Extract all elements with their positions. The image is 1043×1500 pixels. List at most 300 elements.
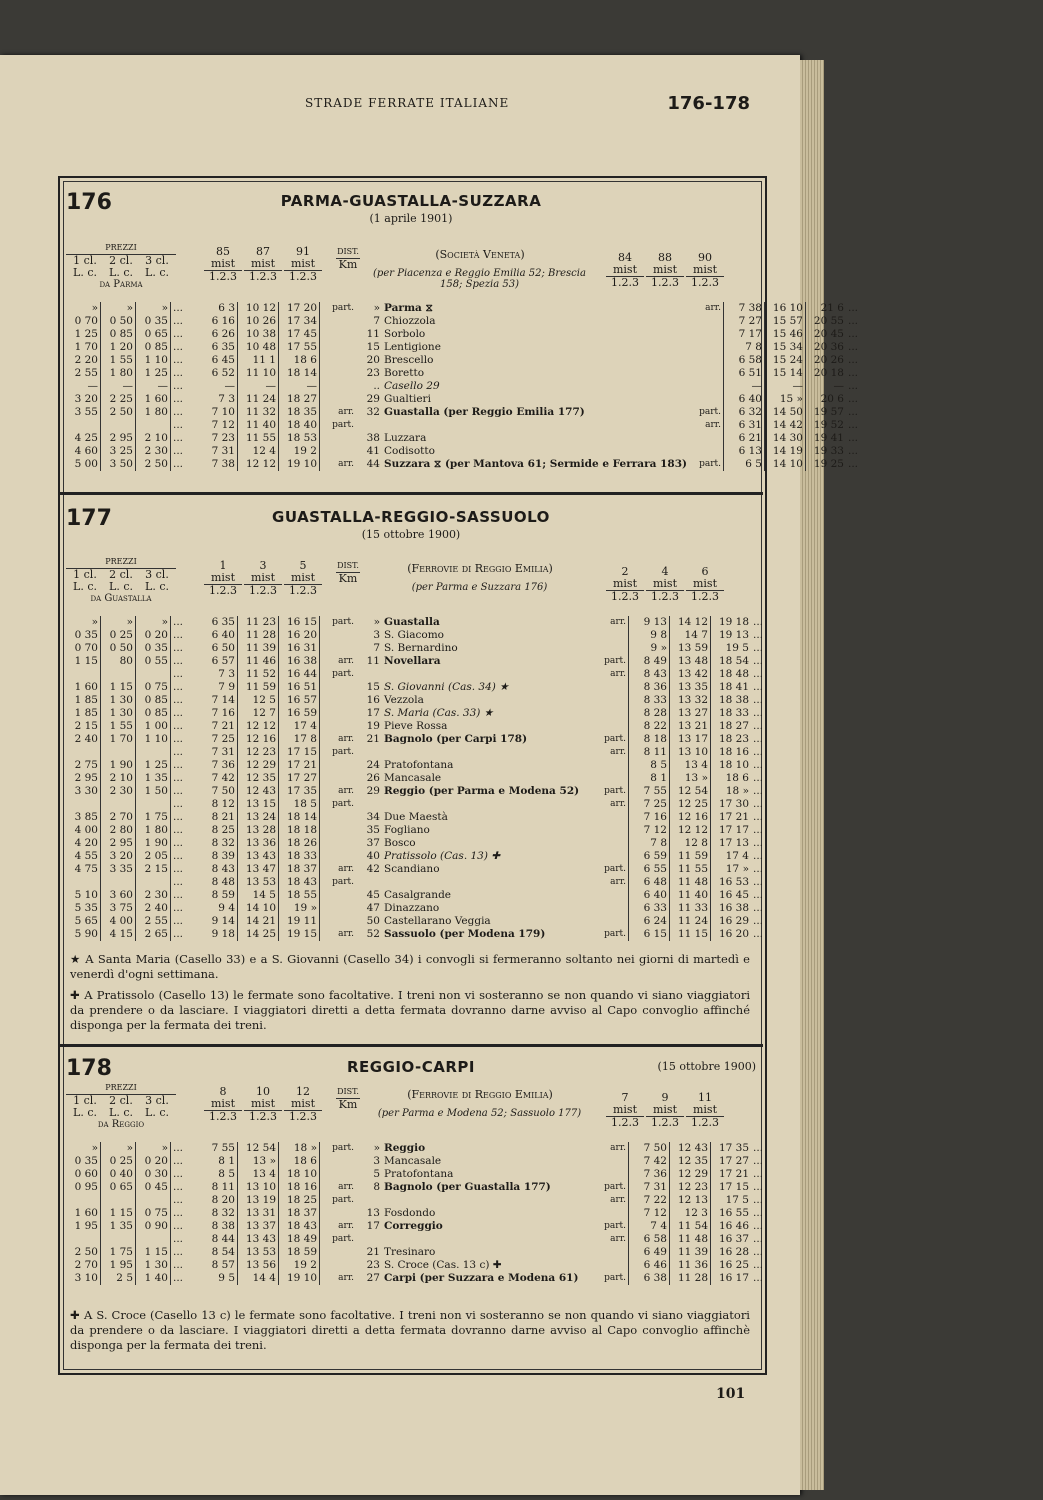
distance: 40 bbox=[366, 850, 380, 862]
time-down: 6 35 bbox=[197, 616, 238, 629]
time-down: 19 » bbox=[279, 902, 320, 915]
arr-part: arr. bbox=[338, 929, 354, 939]
arr-part: part. bbox=[332, 1234, 354, 1244]
arr-part: part. bbox=[604, 929, 626, 939]
time-up: 7 42 bbox=[629, 1155, 670, 1168]
time-down: 8 57 bbox=[197, 1259, 238, 1272]
arr-part bbox=[594, 915, 629, 928]
train-number: 11 bbox=[698, 1091, 712, 1104]
table-row bbox=[66, 720, 773, 733]
price-2nd: 2 25 bbox=[101, 393, 136, 406]
arr-part bbox=[320, 1207, 357, 1220]
time-down: 8 25 bbox=[197, 824, 238, 837]
arr-part: part. bbox=[332, 877, 354, 887]
time-down: 6 16 bbox=[197, 315, 238, 328]
price-3rd: 2 50 bbox=[136, 458, 171, 471]
arr-part bbox=[594, 1168, 629, 1181]
time-down: 9 5 bbox=[197, 1272, 238, 1285]
price-3rd: 1 25 bbox=[136, 759, 171, 772]
price-1st: 5 90 bbox=[66, 928, 101, 941]
running-title: STRADE FERRATE ITALIANE bbox=[305, 96, 510, 110]
price-2nd: 2 30 bbox=[101, 785, 136, 798]
arr-part bbox=[320, 328, 357, 341]
time-down: 13 4 bbox=[238, 1168, 279, 1181]
price-2nd bbox=[101, 798, 136, 811]
time-up: 13 59 bbox=[670, 642, 711, 655]
arr-part bbox=[320, 915, 357, 928]
arr-part bbox=[594, 694, 629, 707]
table-row bbox=[66, 419, 868, 432]
price-2nd: 1 30 bbox=[101, 694, 136, 707]
table-row bbox=[66, 406, 868, 419]
arr-part: part. bbox=[699, 459, 721, 469]
time-down: 7 14 bbox=[197, 694, 238, 707]
table-row bbox=[66, 315, 868, 328]
train-column-header bbox=[244, 560, 282, 597]
leader: ... bbox=[173, 668, 184, 680]
leader: ... bbox=[173, 1142, 184, 1154]
price-3rd: 2 40 bbox=[136, 902, 171, 915]
time-up: 7 12 bbox=[629, 824, 670, 837]
arr-part bbox=[594, 629, 629, 642]
price-1st: 4 20 bbox=[66, 837, 101, 850]
train-number: 90 bbox=[698, 251, 712, 264]
time-down: 16 59 bbox=[279, 707, 320, 720]
price-1st: 3 30 bbox=[66, 785, 101, 798]
time-down: 18 » bbox=[279, 1142, 320, 1155]
leader: ... bbox=[173, 616, 184, 628]
arr-part bbox=[594, 1259, 629, 1272]
price-2nd: » bbox=[101, 616, 136, 629]
leader: ... bbox=[173, 850, 184, 862]
table-row bbox=[66, 759, 773, 772]
class-label: 3 cl. bbox=[145, 568, 169, 581]
time-up: — bbox=[764, 380, 805, 393]
price-3rd: 0 85 bbox=[136, 694, 171, 707]
price-1st: 1 60 bbox=[66, 681, 101, 694]
price-2nd bbox=[101, 668, 136, 681]
price-1st: 4 75 bbox=[66, 863, 101, 876]
leader: ... bbox=[173, 629, 184, 641]
time-down: 18 53 bbox=[279, 432, 320, 445]
time-up: 21 6 bbox=[805, 302, 846, 315]
leader: ... bbox=[173, 1168, 184, 1180]
time-up: 7 8 bbox=[723, 341, 764, 354]
time-up: 7 4 bbox=[629, 1220, 670, 1233]
time-up: 13 35 bbox=[670, 681, 711, 694]
arr-part: part. bbox=[604, 1221, 626, 1231]
time-up: 19 52 bbox=[805, 419, 846, 432]
leader: ... bbox=[173, 681, 184, 693]
arr-part bbox=[594, 902, 629, 915]
arr-part: part. bbox=[604, 786, 626, 796]
time-down: 13 10 bbox=[238, 1181, 279, 1194]
table-row bbox=[66, 746, 773, 759]
leader: ... bbox=[173, 746, 184, 758]
arr-part bbox=[594, 889, 629, 902]
time-down: 7 10 bbox=[197, 406, 238, 419]
leader: ... bbox=[753, 1142, 764, 1154]
price-3rd bbox=[136, 1233, 171, 1246]
price-1st: 2 70 bbox=[66, 1259, 101, 1272]
station-name: Reggio bbox=[384, 1142, 426, 1154]
time-down: 11 1 bbox=[238, 354, 279, 367]
time-up: 15 34 bbox=[764, 341, 805, 354]
train-number: 8 bbox=[219, 1085, 227, 1098]
time-up: 19 41 bbox=[805, 432, 846, 445]
dist-label: DIST. bbox=[337, 247, 359, 256]
time-up: — bbox=[723, 380, 764, 393]
price-3rd: » bbox=[136, 302, 171, 315]
arr-part: part. bbox=[332, 669, 354, 679]
arr-part: arr. bbox=[610, 1234, 626, 1244]
currency-label: L. c. bbox=[145, 580, 169, 593]
leader: ... bbox=[753, 746, 764, 758]
time-down: 17 15 bbox=[279, 746, 320, 759]
time-down: 8 11 bbox=[197, 1181, 238, 1194]
time-up: 16 55 bbox=[711, 1207, 752, 1220]
time-up: 14 10 bbox=[764, 458, 805, 471]
leader: ... bbox=[753, 837, 764, 849]
time-up: 16 17 bbox=[711, 1272, 752, 1285]
train-type: mist bbox=[612, 577, 637, 590]
class-label: 2 cl. bbox=[109, 1094, 133, 1107]
arr-part bbox=[320, 902, 357, 915]
train-classes: 1.2.3 bbox=[204, 584, 242, 597]
table-row bbox=[66, 458, 868, 471]
leader: ... bbox=[847, 406, 858, 418]
distance: 17 bbox=[366, 1220, 380, 1232]
time-up: 8 33 bbox=[629, 694, 670, 707]
time-down: 10 12 bbox=[238, 302, 279, 315]
time-down: 7 36 bbox=[197, 759, 238, 772]
prices-label: PREZZI bbox=[66, 242, 176, 255]
time-down: 12 54 bbox=[238, 1142, 279, 1155]
time-up: 17 13 bbox=[711, 837, 752, 850]
price-2nd: 0 50 bbox=[101, 642, 136, 655]
note-177-star: ★ A Santa Maria (Casello 33) e a S. Giovanni (Casello 34) i convogli si fermeranno soltanto nei giorni di martedì e venerdì d'ogni settimana. bbox=[70, 952, 750, 981]
station-name: Lentigione bbox=[384, 341, 441, 353]
price-2nd: 1 20 bbox=[101, 341, 136, 354]
station-name: S. Maria (Cas. 33) ★ bbox=[384, 707, 494, 719]
arr-part: part. bbox=[604, 1182, 626, 1192]
time-up: 8 43 bbox=[629, 668, 670, 681]
train-column-header bbox=[244, 246, 282, 283]
price-2nd bbox=[101, 1194, 136, 1207]
price-2nd: 3 60 bbox=[101, 889, 136, 902]
leader: ... bbox=[753, 850, 764, 862]
time-down: 7 31 bbox=[197, 445, 238, 458]
section-number: 178 bbox=[66, 1056, 112, 1081]
price-1st: 1 25 bbox=[66, 328, 101, 341]
time-up: 12 54 bbox=[670, 785, 711, 798]
leader: ... bbox=[753, 629, 764, 641]
time-down: 12 7 bbox=[238, 707, 279, 720]
time-down: 7 12 bbox=[197, 419, 238, 432]
time-up: 6 55 bbox=[629, 863, 670, 876]
leader: ... bbox=[173, 707, 184, 719]
table-row bbox=[66, 1272, 773, 1285]
price-2nd: » bbox=[101, 1142, 136, 1155]
time-up: 15 57 bbox=[764, 315, 805, 328]
time-up: 11 28 bbox=[670, 1272, 711, 1285]
distance: 11 bbox=[366, 328, 380, 340]
time-up: 11 59 bbox=[670, 850, 711, 863]
time-down: 7 9 bbox=[197, 681, 238, 694]
time-down: 18 33 bbox=[279, 850, 320, 863]
table-row bbox=[66, 811, 773, 824]
leader: ... bbox=[847, 432, 858, 444]
arr-part bbox=[594, 681, 629, 694]
table-row bbox=[66, 1246, 773, 1259]
time-up: 13 27 bbox=[670, 707, 711, 720]
price-3rd: 0 65 bbox=[136, 328, 171, 341]
origin-label: da Guastalla bbox=[90, 593, 152, 604]
train-type: mist bbox=[652, 263, 677, 276]
time-down: 17 55 bbox=[279, 341, 320, 354]
time-down: 14 25 bbox=[238, 928, 279, 941]
origin-label: da Reggio bbox=[97, 1119, 145, 1130]
table-row bbox=[66, 850, 773, 863]
train-number: 4 bbox=[661, 565, 669, 578]
train-classes: 1.2.3 bbox=[204, 270, 242, 283]
price-1st: » bbox=[66, 1142, 101, 1155]
price-1st: 1 85 bbox=[66, 707, 101, 720]
time-down: 12 12 bbox=[238, 720, 279, 733]
time-up: 9 » bbox=[629, 642, 670, 655]
price-3rd: 0 75 bbox=[136, 681, 171, 694]
time-down: 11 39 bbox=[238, 642, 279, 655]
time-up: 18 41 bbox=[711, 681, 752, 694]
distance bbox=[356, 1233, 382, 1246]
train-type: mist bbox=[290, 571, 315, 584]
time-down: 7 3 bbox=[197, 668, 238, 681]
arr-part: part. bbox=[332, 799, 354, 809]
time-down: 13 24 bbox=[238, 811, 279, 824]
distance: 15 bbox=[366, 341, 380, 353]
time-up: 17 27 bbox=[711, 1155, 752, 1168]
leader: ... bbox=[753, 811, 764, 823]
arr-part: part. bbox=[332, 747, 354, 757]
currency-label: L. c. bbox=[109, 1106, 133, 1119]
train-number: 91 bbox=[296, 245, 310, 258]
table-row bbox=[66, 915, 773, 928]
price-1st: 1 95 bbox=[66, 1220, 101, 1233]
time-up: 12 25 bbox=[670, 798, 711, 811]
time-up: 13 10 bbox=[670, 746, 711, 759]
currency-label: L. c. bbox=[145, 266, 169, 279]
distance-header bbox=[336, 246, 360, 271]
leader: ... bbox=[173, 1181, 184, 1193]
time-down: 16 20 bbox=[279, 629, 320, 642]
time-up: 7 25 bbox=[629, 798, 670, 811]
price-2nd: 3 35 bbox=[101, 863, 136, 876]
station-name: Pratissolo (Cas. 13) ✚ bbox=[384, 850, 501, 862]
station-name bbox=[382, 668, 594, 681]
time-up: 14 50 bbox=[764, 406, 805, 419]
time-down: 7 50 bbox=[197, 785, 238, 798]
arr-part bbox=[689, 354, 724, 367]
time-up: 9 13 bbox=[629, 616, 670, 629]
time-up: 19 13 bbox=[711, 629, 752, 642]
leader: ... bbox=[173, 1194, 184, 1206]
currency-label: L. c. bbox=[145, 1106, 169, 1119]
price-1st: 2 55 bbox=[66, 367, 101, 380]
price-3rd: 1 10 bbox=[136, 354, 171, 367]
leader: ... bbox=[173, 1220, 184, 1232]
arr-part bbox=[320, 720, 357, 733]
time-up: 12 29 bbox=[670, 1168, 711, 1181]
time-down: 7 38 bbox=[197, 458, 238, 471]
arr-part: part. bbox=[332, 420, 354, 430]
leader: ... bbox=[173, 367, 184, 379]
time-up: 11 36 bbox=[670, 1259, 711, 1272]
price-1st: — bbox=[66, 380, 101, 393]
price-1st: 3 20 bbox=[66, 393, 101, 406]
price-1st: 5 10 bbox=[66, 889, 101, 902]
time-down: 19 10 bbox=[279, 458, 320, 471]
time-down: 18 5 bbox=[279, 798, 320, 811]
distance-header bbox=[336, 1086, 360, 1111]
train-column-header bbox=[284, 246, 322, 283]
table-row bbox=[66, 1142, 773, 1155]
table-row bbox=[66, 1168, 773, 1181]
time-up: 11 48 bbox=[670, 1233, 711, 1246]
arr-part bbox=[320, 354, 357, 367]
station-name: Scandiano bbox=[384, 863, 440, 875]
time-up: 17 21 bbox=[711, 811, 752, 824]
leader: ... bbox=[753, 759, 764, 771]
currency-label: L. c. bbox=[73, 266, 97, 279]
time-up: 17 5 bbox=[711, 1194, 752, 1207]
price-3rd: 0 90 bbox=[136, 1220, 171, 1233]
price-3rd: 2 05 bbox=[136, 850, 171, 863]
time-up: 17 35 bbox=[711, 1142, 752, 1155]
time-up: 11 54 bbox=[670, 1220, 711, 1233]
price-2nd: 3 20 bbox=[101, 850, 136, 863]
train-classes: 1.2.3 bbox=[606, 590, 644, 603]
price-1st: 0 35 bbox=[66, 1155, 101, 1168]
train-number: 87 bbox=[256, 245, 270, 258]
time-down: 7 23 bbox=[197, 432, 238, 445]
price-1st bbox=[66, 668, 101, 681]
leader: ... bbox=[173, 393, 184, 405]
arr-part: part. bbox=[332, 1143, 354, 1153]
train-type: mist bbox=[692, 263, 717, 276]
table-row bbox=[66, 707, 773, 720]
time-down: 6 57 bbox=[197, 655, 238, 668]
time-up: 16 10 bbox=[764, 302, 805, 315]
price-1st bbox=[66, 876, 101, 889]
class-label: 3 cl. bbox=[145, 254, 169, 267]
leader: ... bbox=[173, 642, 184, 654]
table-row bbox=[66, 380, 868, 393]
price-2nd: 1 95 bbox=[101, 1259, 136, 1272]
arr-part: arr. bbox=[338, 459, 354, 469]
time-up: 18 27 bbox=[711, 720, 752, 733]
section-rule bbox=[58, 1044, 763, 1047]
prices-label: PREZZI bbox=[66, 1082, 176, 1095]
leader: ... bbox=[847, 419, 858, 431]
leader: ... bbox=[753, 1168, 764, 1180]
time-down: 18 6 bbox=[279, 354, 320, 367]
timetable-rows bbox=[66, 1142, 773, 1285]
price-1st bbox=[66, 1194, 101, 1207]
price-3rd: 2 10 bbox=[136, 432, 171, 445]
leader: ... bbox=[173, 720, 184, 732]
train-column-header bbox=[204, 560, 242, 597]
price-2nd: — bbox=[101, 380, 136, 393]
distance: 23 bbox=[366, 367, 380, 379]
arr-part bbox=[320, 380, 357, 393]
price-3rd: 2 65 bbox=[136, 928, 171, 941]
time-up: 13 4 bbox=[670, 759, 711, 772]
arr-part bbox=[689, 315, 724, 328]
time-up: 6 5 bbox=[723, 458, 764, 471]
distance: 3 bbox=[373, 1155, 380, 1167]
time-up: 6 51 bbox=[723, 367, 764, 380]
arr-part bbox=[320, 681, 357, 694]
time-up: 6 49 bbox=[629, 1246, 670, 1259]
class-label: 1 cl. bbox=[73, 1094, 97, 1107]
time-up: 11 55 bbox=[670, 863, 711, 876]
time-up: 18 10 bbox=[711, 759, 752, 772]
leader: ... bbox=[173, 876, 184, 888]
time-up: 15 14 bbox=[764, 367, 805, 380]
price-1st: 5 35 bbox=[66, 902, 101, 915]
time-up: 15 46 bbox=[764, 328, 805, 341]
price-2nd: 2 80 bbox=[101, 824, 136, 837]
time-up: 12 23 bbox=[670, 1181, 711, 1194]
train-column-header bbox=[686, 252, 724, 289]
origin-label: da Parma bbox=[99, 279, 143, 290]
price-2nd bbox=[101, 746, 136, 759]
price-2nd: 3 75 bbox=[101, 902, 136, 915]
time-down: 18 37 bbox=[279, 1207, 320, 1220]
time-up: 7 31 bbox=[629, 1181, 670, 1194]
distance: 21 bbox=[366, 733, 380, 745]
section-number: 176 bbox=[66, 190, 112, 215]
section-number: 177 bbox=[66, 506, 112, 531]
table-row bbox=[66, 694, 773, 707]
arr-part: part. bbox=[699, 407, 721, 417]
time-up: 7 36 bbox=[629, 1168, 670, 1181]
page-edges bbox=[800, 60, 824, 1490]
arr-part bbox=[320, 432, 357, 445]
price-1st: 0 60 bbox=[66, 1168, 101, 1181]
leader: ... bbox=[847, 380, 858, 392]
leader: ... bbox=[753, 798, 764, 810]
price-3rd: 1 80 bbox=[136, 406, 171, 419]
currency-label: L. c. bbox=[73, 1106, 97, 1119]
time-down: 11 32 bbox=[238, 406, 279, 419]
price-2nd: 1 80 bbox=[101, 367, 136, 380]
time-up: 6 24 bbox=[629, 915, 670, 928]
time-up: 16 25 bbox=[711, 1259, 752, 1272]
price-1st bbox=[66, 746, 101, 759]
distance: .. bbox=[373, 380, 380, 392]
price-2nd: 0 50 bbox=[101, 315, 136, 328]
price-1st: 1 15 bbox=[66, 655, 101, 668]
station-name: Mancasale bbox=[384, 772, 442, 784]
price-1st: 5 00 bbox=[66, 458, 101, 471]
train-column-header bbox=[606, 252, 644, 289]
distance: 45 bbox=[366, 889, 380, 901]
price-1st: 0 70 bbox=[66, 642, 101, 655]
train-classes: 1.2.3 bbox=[284, 584, 322, 597]
table-row bbox=[66, 902, 773, 915]
time-down: 7 3 bbox=[197, 393, 238, 406]
